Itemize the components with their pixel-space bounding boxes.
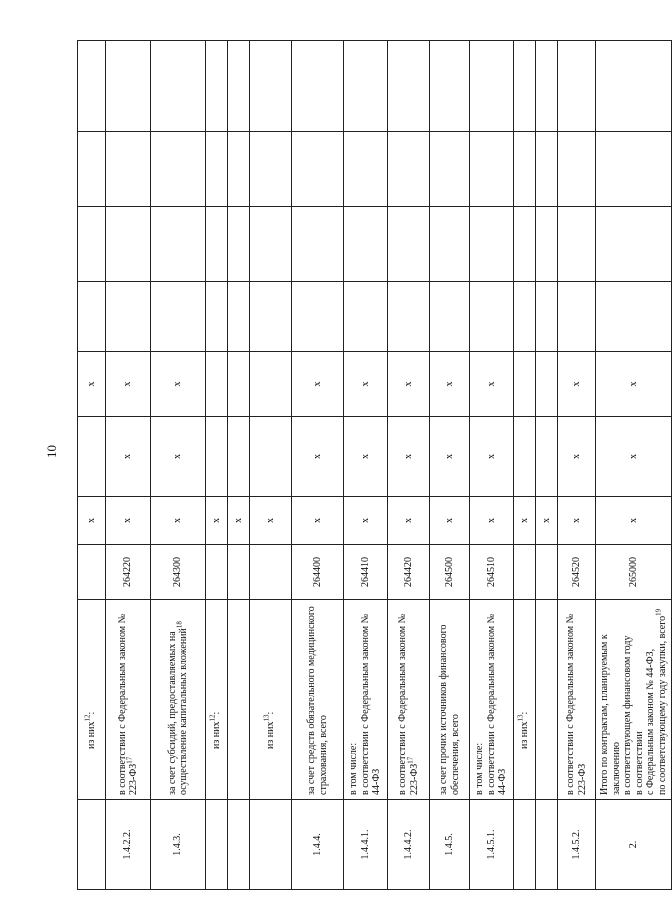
value-cell [206, 132, 228, 207]
value-cell: х [430, 352, 470, 417]
value-cell: х [344, 497, 388, 545]
value-cell [151, 207, 206, 282]
row-description: за счет средств обязательного медицинского страхования, всего [292, 600, 344, 800]
table-row [292, 41, 344, 890]
row-code [78, 545, 106, 600]
footnote-marker: 17 [406, 756, 415, 764]
value-cell [228, 282, 250, 352]
value-cell [558, 207, 596, 282]
value-cell [292, 207, 344, 282]
row-number [78, 800, 106, 890]
row-code: 264420 [388, 545, 430, 600]
value-cell: х [292, 497, 344, 545]
row-number: 1.4.5.1. [470, 800, 514, 890]
table-row [558, 41, 596, 890]
row-code [536, 545, 558, 600]
table-row [206, 41, 228, 890]
value-cell [228, 132, 250, 207]
value-cell: х [388, 417, 430, 497]
table-row [514, 41, 536, 890]
table-row [344, 41, 388, 890]
row-description: в соответствии с Федеральным законом № 223-ФЗ$^{17}$ [388, 600, 430, 800]
value-cell [388, 132, 430, 207]
footnote-marker: 13 [516, 714, 525, 722]
value-cell [106, 41, 151, 132]
row-number [228, 800, 250, 890]
value-cell [536, 207, 558, 282]
value-cell [106, 132, 151, 207]
value-cell: х [536, 497, 558, 545]
row-code: 264510 [470, 545, 514, 600]
row-number [536, 800, 558, 890]
value-cell: х [558, 497, 596, 545]
value-cell: х [292, 352, 344, 417]
value-cell: х [344, 352, 388, 417]
value-cell: х [151, 497, 206, 545]
value-cell [514, 417, 536, 497]
footnote-marker: 12 [83, 714, 92, 722]
value-cell [596, 207, 672, 282]
row-description: из них$^{12}$: [206, 600, 228, 800]
value-cell: х [106, 417, 151, 497]
row-description [228, 600, 250, 800]
row-number: 1.4.4. [292, 800, 344, 890]
value-cell: х [558, 417, 596, 497]
value-cell [536, 352, 558, 417]
value-cell: х [106, 352, 151, 417]
value-cell: х [151, 417, 206, 497]
table-row [470, 41, 514, 890]
value-cell [596, 282, 672, 352]
value-cell [344, 207, 388, 282]
value-cell [430, 132, 470, 207]
footnote-marker: 18 [175, 621, 184, 629]
table-sheet [77, 41, 668, 890]
row-code: 265000 [596, 545, 672, 600]
table-body [78, 41, 672, 890]
value-cell [78, 417, 106, 497]
value-cell [78, 41, 106, 132]
value-cell [470, 207, 514, 282]
value-cell [470, 132, 514, 207]
value-cell: х [292, 417, 344, 497]
value-cell [292, 282, 344, 352]
value-cell [470, 282, 514, 352]
row-number: 1.4.3. [151, 800, 206, 890]
row-description: Итого по контрактам, планируемым к заключению в соответствующем финансовом году в соответствии с Федеральным законом № 44-ФЗ, по соответствующему году закупки, всего$^{19}$ [596, 600, 672, 800]
row-number: 1.4.2.2. [106, 800, 151, 890]
row-number [206, 800, 228, 890]
value-cell [514, 352, 536, 417]
table-row [388, 41, 430, 890]
row-description: за счет субсидий, предоставляемых на осуществление капитальных вложений$^{18}$ [151, 600, 206, 800]
value-cell: х [228, 497, 250, 545]
table-row [78, 41, 106, 890]
value-cell [514, 132, 536, 207]
value-cell [206, 41, 228, 132]
row-description: за счет прочих источников финансового обеспечения, всего [430, 600, 470, 800]
value-cell [250, 41, 292, 132]
row-description: в соответствии с Федеральным законом № 223-ФЗ$^{17}$ [106, 600, 151, 800]
row-number [250, 800, 292, 890]
value-cell: х [596, 417, 672, 497]
value-cell [596, 132, 672, 207]
value-cell [228, 352, 250, 417]
row-code [228, 545, 250, 600]
footnote-marker: 19 [654, 608, 663, 616]
value-cell: х [558, 352, 596, 417]
value-cell [388, 282, 430, 352]
value-cell [536, 417, 558, 497]
value-cell: х [106, 497, 151, 545]
value-cell: х [596, 497, 672, 545]
value-cell: х [514, 497, 536, 545]
row-number: 1.4.5.2. [558, 800, 596, 890]
value-cell [430, 282, 470, 352]
row-description: в том числе: в соответствии с Федеральным законом № 44-ФЗ [344, 600, 388, 800]
row-description: в том числе: в соответствии с Федеральным законом № 44-ФЗ [470, 600, 514, 800]
table-row [106, 41, 151, 890]
value-cell [78, 207, 106, 282]
value-cell [558, 132, 596, 207]
value-cell [596, 41, 672, 132]
row-code [514, 545, 536, 600]
value-cell [430, 41, 470, 132]
value-cell: х [470, 352, 514, 417]
value-cell [78, 282, 106, 352]
value-cell [228, 207, 250, 282]
value-cell [206, 417, 228, 497]
value-cell: х [151, 352, 206, 417]
value-cell [558, 41, 596, 132]
rotated-table-wrapper [77, 41, 668, 890]
row-description: из них$^{12}$: [78, 600, 106, 800]
row-code [206, 545, 228, 600]
row-number: 1.4.5. [430, 800, 470, 890]
table-row [596, 41, 672, 890]
value-cell [250, 352, 292, 417]
table-row [536, 41, 558, 890]
value-cell [106, 282, 151, 352]
value-cell [228, 41, 250, 132]
value-cell [514, 282, 536, 352]
table-row [250, 41, 292, 890]
value-cell: х [470, 497, 514, 545]
value-cell [250, 207, 292, 282]
row-description [536, 600, 558, 800]
row-code: 264220 [106, 545, 151, 600]
value-cell: х [388, 352, 430, 417]
row-description: из них$^{13}$: [514, 600, 536, 800]
value-cell [514, 207, 536, 282]
value-cell: х [344, 417, 388, 497]
page-number: 10 [44, 445, 59, 458]
value-cell [151, 282, 206, 352]
value-cell [206, 207, 228, 282]
table-row [430, 41, 470, 890]
value-cell: х [470, 417, 514, 497]
value-cell [514, 41, 536, 132]
row-description: из них$^{13}$: [250, 600, 292, 800]
row-code: 264410 [344, 545, 388, 600]
value-cell [228, 417, 250, 497]
footnote-marker: 17 [125, 756, 134, 764]
value-cell [344, 41, 388, 132]
row-number: 1.4.4.2. [388, 800, 430, 890]
value-cell: х [596, 352, 672, 417]
row-number: 2. [596, 800, 672, 890]
value-cell [206, 282, 228, 352]
value-cell: х [430, 497, 470, 545]
value-cell: х [430, 417, 470, 497]
value-cell: х [206, 497, 228, 545]
value-cell [78, 132, 106, 207]
purchases-table [77, 40, 672, 890]
row-description: в соответствии с Федеральным законом № 223-ФЗ [558, 600, 596, 800]
value-cell [151, 41, 206, 132]
value-cell [250, 282, 292, 352]
value-cell [430, 207, 470, 282]
row-code: 264400 [292, 545, 344, 600]
row-number [514, 800, 536, 890]
value-cell [250, 417, 292, 497]
value-cell: х [78, 352, 106, 417]
row-code: 264500 [430, 545, 470, 600]
value-cell [292, 132, 344, 207]
value-cell [250, 132, 292, 207]
row-number: 1.4.4.1. [344, 800, 388, 890]
value-cell [344, 282, 388, 352]
value-cell [151, 132, 206, 207]
value-cell: х [250, 497, 292, 545]
row-code: 264520 [558, 545, 596, 600]
footnote-marker: 13 [262, 714, 271, 722]
value-cell [388, 207, 430, 282]
value-cell [206, 352, 228, 417]
value-cell: х [388, 497, 430, 545]
value-cell [558, 282, 596, 352]
value-cell [388, 41, 430, 132]
value-cell [106, 207, 151, 282]
value-cell [292, 41, 344, 132]
table-row [228, 41, 250, 890]
row-code: 264300 [151, 545, 206, 600]
value-cell [536, 41, 558, 132]
value-cell [536, 132, 558, 207]
value-cell: х [78, 497, 106, 545]
value-cell [470, 41, 514, 132]
value-cell [344, 132, 388, 207]
table-row [151, 41, 206, 890]
value-cell [536, 282, 558, 352]
footnote-marker: 12 [208, 714, 217, 722]
row-code [250, 545, 292, 600]
